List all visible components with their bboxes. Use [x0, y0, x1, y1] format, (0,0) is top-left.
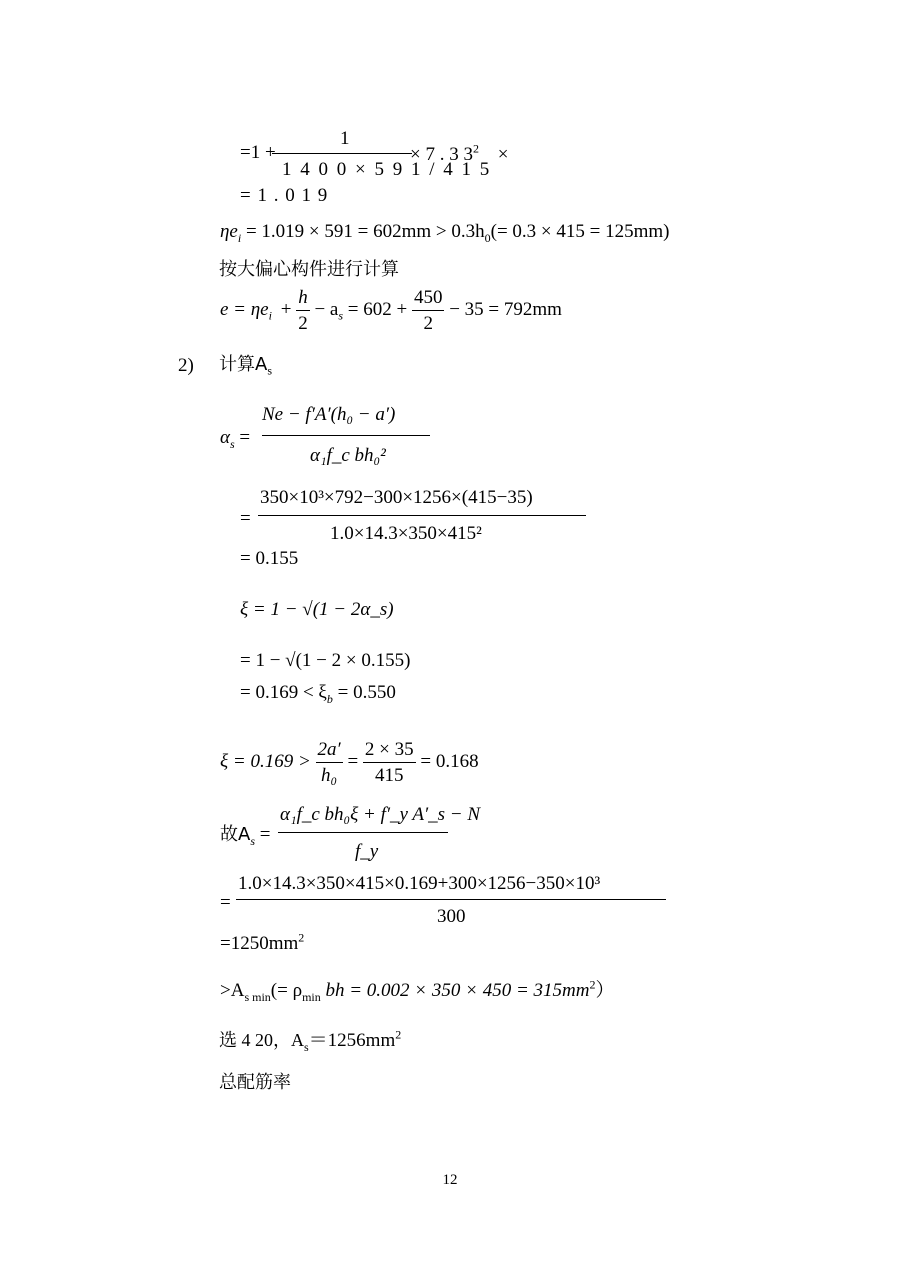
rebar-selection-line: 选 4 20，$A_s=1256mm^2$	[219, 1027, 402, 1054]
eta-formula-line1: =1 +	[240, 142, 276, 163]
450-over-2-fraction: $\frac{450}{2}$	[413, 287, 443, 334]
xi-definition: ξ = 1 − √(1 − 2α_s)	[240, 599, 394, 620]
alpha-s-lhs: $\alpha_s$ =	[220, 427, 251, 451]
as-min-line: $>A_{s min}(= \rho_{min}$ bh = $0.002 \times 350 \times 450 = 315mm^2$）	[220, 977, 615, 1004]
alpha-sub-eq: =	[240, 508, 251, 529]
alpha-s-bar	[262, 435, 430, 436]
eta-result: = 1 . 0 1 9	[240, 185, 329, 206]
e-formula: $e = \eta e_i$ + $\frac{h}{2}$ − $a_s = 602$ + $\frac{450}{2}$ − 35 = 792mm	[220, 287, 562, 334]
xi-value: = $0.169 < \xi_b = 0.550$	[240, 682, 396, 706]
large-eccentric-heading: 按大偏心构件进行计算	[219, 259, 399, 280]
2as-over-h0-fraction: $\frac{2a'}{\text{h₀}}$	[317, 739, 341, 786]
h-over-2-fraction: $\frac{h}{2}$	[298, 287, 308, 334]
xi-comparison: ξ = 0.169 > $\frac{2a'}{\text{h₀}}$ = $\frac{2 \times 35}{415}$ = 0.168	[220, 739, 479, 786]
as-bar	[278, 832, 448, 833]
alpha-s-numerator: Ne − f′A′(h₀ − a′)	[262, 404, 396, 425]
as-sub-numerator: 1.0×14.3×350×415×0.169+300×1256−350×10³	[238, 873, 601, 894]
alpha-sub-denominator: 1.0×14.3×350×415²	[330, 523, 482, 544]
eta-ei-line: $\eta e_i = 1.019 \times 591 = 602mm > 0.3h_0(= 0.3 \times 415 = 125mm)$	[220, 221, 670, 245]
as-sub-eq: =	[220, 892, 231, 913]
page-number: 12	[442, 1172, 458, 1188]
alpha-sub-numerator: 350×10³×792−300×1256×(415−35)	[260, 487, 533, 508]
as-sub-bar	[236, 899, 666, 900]
70-over-415-fraction: $\frac{2 \times 35}{415}$	[364, 739, 414, 786]
alpha-sub-bar	[258, 515, 586, 516]
eta-fraction-bar	[272, 153, 412, 154]
xi-substituted: = 1 − √(1 − 2 × 0.155)	[240, 650, 411, 671]
as-denominator: f_y	[355, 841, 379, 862]
step2-heading: 计算$A_s$	[219, 354, 272, 378]
alpha-s-denominator: α₁f_c bh₀²	[310, 445, 386, 466]
as-lhs: 故$A_s$ =	[220, 824, 271, 848]
eta-fraction-denominator: 1 4 0 0 × 5 9 1 / 4 1 5	[282, 159, 492, 180]
eta-formula-tail: × 7 . 3 $3^2$ ×	[410, 141, 509, 165]
as-sub-denominator: 300	[437, 906, 466, 927]
eta-fraction-numerator: 1	[340, 128, 350, 149]
step2-label: 2)	[178, 355, 194, 376]
total-reinforcement-ratio-label: 总配筋率	[219, 1072, 291, 1093]
as-value: $=1250mm^2$	[220, 930, 305, 954]
as-numerator: α₁f_c bh₀ξ + f′_y A′_s − N	[280, 804, 481, 825]
alpha-value: = 0.155	[240, 548, 299, 569]
